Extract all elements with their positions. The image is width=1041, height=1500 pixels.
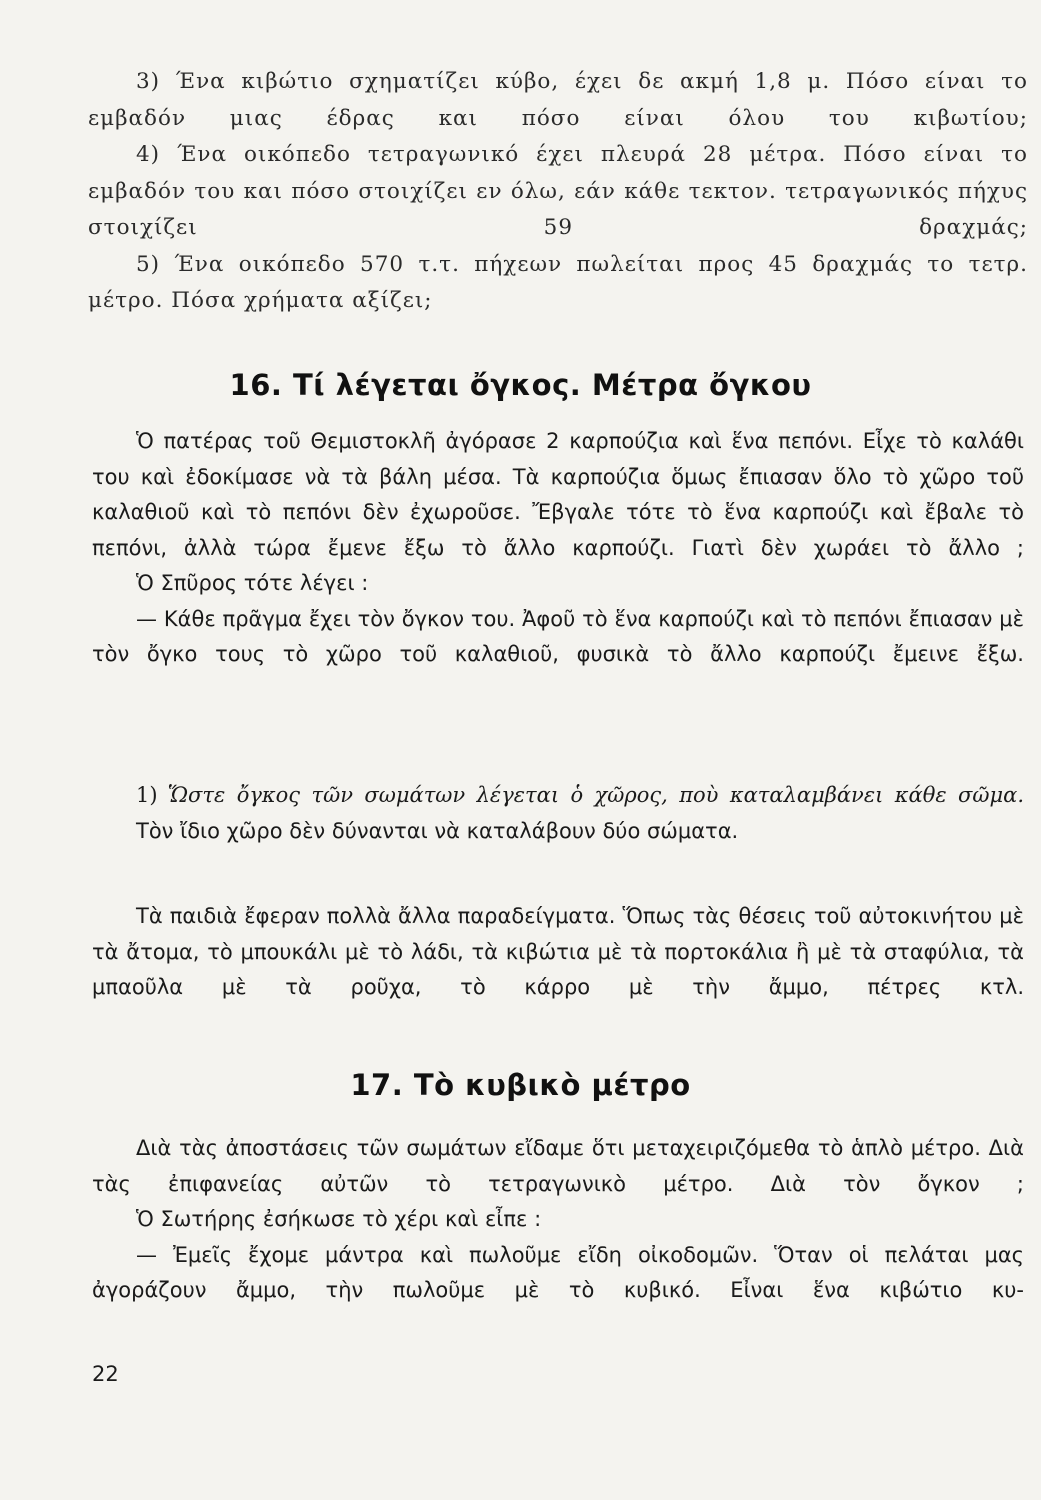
exercise-list bbox=[88, 64, 1028, 320]
paragraph: Ὁ Σωτήρης ἐσήκωσε τὸ χέρι καὶ εἶπε : bbox=[136, 1207, 542, 1231]
exercise-number: 5) bbox=[136, 251, 161, 277]
paragraph: Ὁ πατέρας τοῦ Θεμιστοκλῆ ἀγόρασε 2 καρπούζια καὶ ἕνα πεπόνι. Εἶχε τὸ καλάθι του καὶ ἐδοκίμασε νὰ τὰ βάλη μέσα. Τὰ καρπούζια ὅμως ἔπιασαν ὅλο τὸ χῶρο τοῦ καλαθιοῦ καὶ τὸ πεπόνι δὲν ἐχωροῦσε. Ἔβγαλε τότε τὸ ἕνα καρπούζι καὶ ἔβαλε τὸ πεπόνι, ἀλλὰ τώρα ἔμενε ἔξω τὸ ἄλλο καρπούζι. Γιατὶ δὲν χωράει τὸ ἄλλο ; bbox=[92, 429, 1024, 560]
examples-block bbox=[92, 899, 1024, 1006]
paragraph: — Κάθε πρᾶγμα ἔχει τὸν ὄγκον του. Ἀφοῦ τὸ ἕνα καρπούζι καὶ τὸ πεπόνι ἔπιασαν μὲ τὸν ὄγκο τους τὸ χῶρο τοῦ καλαθιοῦ, φυσικὰ τὸ ἄλλο καρπούζι ἔμεινε ἔξω. bbox=[92, 606, 1024, 666]
rule-definition: Ὥστε ὄγκος τῶν σωμάτων λέγεται ὁ χῶρος, ποὺ καταλαμβάνει κάθε σῶμα. bbox=[167, 783, 1024, 807]
exercise-text: Ένα κιβώτιο σχηματίζει κύβο, έχει δε ακμή 1,8 μ. Πόσο είναι το εμβαδόν μιας έδρας και πόσο είναι όλου του κιβωτίου; bbox=[88, 69, 1028, 131]
page-number: 22 bbox=[92, 1362, 119, 1386]
exercise-number: 3) bbox=[136, 69, 161, 94]
section-16-body bbox=[92, 424, 1024, 673]
paragraph: Ὁ Σπῦρος τότε λέγει : bbox=[136, 571, 369, 595]
exercise-item bbox=[88, 64, 1028, 137]
exercise-item bbox=[88, 137, 1028, 247]
section-17-body bbox=[92, 1131, 1024, 1309]
section-17-heading: 17. Τὸ κυβικὸ μέτρο bbox=[350, 1068, 691, 1102]
paragraph: Τὰ παιδιὰ ἔφεραν πολλὰ ἄλλα παραδείγματα. Ὅπως τὰς θέσεις τοῦ αὐτοκινήτου μὲ τὰ ἄτομα, τὸ μπουκάλι μὲ τὸ λάδι, τὰ κιβώτια μὲ τὰ πορτοκάλια ἢ μὲ τὰ σταφύλια, τὰ μπαοῦλα μὲ τὰ ροῦχα, τὸ κάρρο μὲ τὴν ἄμμο, πέτρες κτλ. bbox=[92, 904, 1024, 999]
exercise-item bbox=[88, 247, 1028, 320]
paragraph: Διὰ τὰς ἀποστάσεις τῶν σωμάτων εἴδαμε ὅτι μεταχειριζόμεθα τὸ ἁπλὸ μέτρο. Διὰ τὰς ἐπιφανείας αὐτῶν τὸ τετραγωνικὸ μέτρο. Διὰ τὸν ὄγκον ; bbox=[92, 1136, 1024, 1196]
section-16-heading: 16. Τί λέγεται ὄγκος. Μέτρα ὄγκου bbox=[229, 368, 812, 402]
paragraph: — Ἐμεῖς ἔχομε μάντρα καὶ πωλοῦμε εἴδη οἰκοδομῶν. Ὅταν οἱ πελάται μας ἀγοράζουν ἄμμο, τὴν πωλοῦμε μὲ τὸ κυβικό. Εἶναι ἕνα κιβώτιο κυ- bbox=[92, 1242, 1024, 1302]
rule-note: Τὸν ἴδιο χῶρο δὲν δύνανται νὰ καταλάβουν δύο σώματα. bbox=[136, 818, 739, 843]
exercise-text: Ένα οικόπεδο 570 τ.τ. πήχεων πωλείται προς 45 δραχμάς το τετρ. μέτρο. Πόσα χρήματα αξίζει; bbox=[88, 251, 1028, 313]
rule-block bbox=[92, 778, 1024, 849]
exercise-text: Ένα οικόπεδο τετραγωνικό έχει πλευρά 28 μέτρα. Πόσο είναι το εμβαδόν του και πόσο στοιχίζει εν όλω, εάν κάθε τεκτον. τετραγωνικός πήχυς στοιχίζει 59 δραχμάς; bbox=[88, 142, 1028, 240]
rule-number: 1) bbox=[136, 783, 158, 807]
exercise-number: 4) bbox=[136, 142, 161, 167]
